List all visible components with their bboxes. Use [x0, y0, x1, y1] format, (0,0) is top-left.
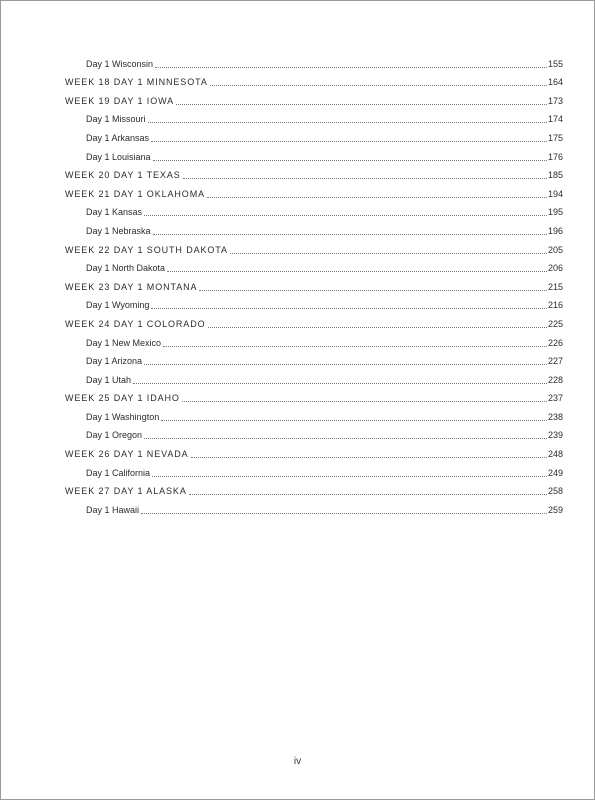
toc-week-entry: [65, 274, 563, 293]
toc-entry-label: WEEK 20 DAY 1 TEXAS: [65, 170, 181, 181]
toc-entry-page-number: 238: [547, 411, 563, 422]
dot-leader: [183, 178, 547, 179]
toc-entry-label: WEEK 21 DAY 1 OKLAHOMA: [65, 188, 206, 199]
toc-day-entry: [65, 423, 563, 442]
toc-entry-label: WEEK 18 DAY 1 MINNESOTA: [65, 77, 208, 88]
toc-day-entry: [65, 107, 563, 126]
dot-leader: [153, 160, 547, 161]
toc-entry-page-number: 237: [547, 393, 563, 404]
toc-entry-label: Day 1 Arkansas: [86, 132, 150, 143]
toc-day-entry: [65, 497, 563, 516]
dot-leader: [144, 364, 547, 365]
dot-leader: [189, 494, 547, 495]
toc-entry-page-number: 248: [547, 449, 563, 460]
toc-day-entry: [65, 330, 563, 349]
toc-entry-page-number: 239: [547, 430, 563, 441]
toc-entry-page-number: 195: [547, 207, 563, 218]
dot-leader: [148, 122, 547, 123]
toc-entry-label: Day 1 Arizona: [86, 356, 143, 367]
toc-day-entry: [65, 51, 563, 70]
dot-leader: [133, 383, 547, 384]
toc-week-entry: [65, 311, 563, 330]
toc-entry-label: Day 1 Missouri: [86, 114, 146, 125]
toc-day-entry: [65, 460, 563, 479]
dot-leader: [208, 327, 547, 328]
toc-entry-page-number: 185: [547, 170, 563, 181]
toc-entry-label: WEEK 19 DAY 1 IOWA: [65, 95, 175, 106]
toc-day-entry: [65, 125, 563, 144]
toc-day-entry: [65, 218, 563, 237]
toc-entry-page-number: 196: [547, 225, 563, 236]
dot-leader: [163, 346, 547, 347]
dot-leader: [153, 234, 547, 235]
dot-leader: [199, 290, 547, 291]
toc-entry-page-number: 206: [547, 263, 563, 274]
toc-entry-page-number: 155: [547, 58, 563, 69]
toc-week-entry: [65, 70, 563, 89]
toc-entry-label: Day 1 Utah: [86, 374, 132, 385]
dot-leader: [141, 513, 547, 514]
toc-day-entry: [65, 256, 563, 275]
toc-entry-label: Day 1 New Mexico: [86, 337, 162, 348]
toc-entry-page-number: 259: [547, 504, 563, 515]
toc-entry-label: Day 1 Oregon: [86, 430, 143, 441]
toc-entry-page-number: 227: [547, 356, 563, 367]
dot-leader: [151, 141, 547, 142]
toc-week-entry: [65, 479, 563, 498]
toc-entry-label: Day 1 Washington: [86, 411, 160, 422]
toc-entry-label: Day 1 Nebraska: [86, 225, 151, 236]
toc-day-entry: [65, 349, 563, 368]
dot-leader: [182, 401, 547, 402]
toc-entry-page-number: 215: [547, 281, 563, 292]
toc-week-entry: [65, 441, 563, 460]
toc-entry-page-number: 226: [547, 337, 563, 348]
toc-entry-page-number: 225: [547, 318, 563, 329]
toc-entry-label: Day 1 Hawaii: [86, 504, 140, 515]
dot-leader: [167, 271, 547, 272]
toc-entry-page-number: 164: [547, 77, 563, 88]
toc-entry-page-number: 258: [547, 486, 563, 497]
toc-week-entry: [65, 386, 563, 405]
toc-day-entry: [65, 144, 563, 163]
toc-entry-label: WEEK 23 DAY 1 MONTANA: [65, 281, 198, 292]
toc-entry-label: WEEK 25 DAY 1 IDAHO: [65, 393, 180, 404]
dot-leader: [230, 253, 547, 254]
toc-entry-label: Day 1 Louisiana: [86, 151, 151, 162]
toc-entry-page-number: 194: [547, 188, 563, 199]
toc-entry-label: WEEK 24 DAY 1 COLORADO: [65, 318, 206, 329]
toc-entry-page-number: 176: [547, 151, 563, 162]
toc-entry-page-number: 249: [547, 467, 563, 478]
toc-entry-label: WEEK 27 DAY 1 ALASKA: [65, 486, 187, 497]
toc-day-entry: [65, 367, 563, 386]
page-number: iv: [293, 756, 302, 767]
dot-leader: [207, 197, 547, 198]
toc-day-entry: [65, 293, 563, 312]
toc-entry-label: Day 1 North Dakota: [86, 263, 166, 274]
dot-leader: [176, 104, 547, 105]
dot-leader: [191, 457, 547, 458]
dot-leader: [151, 308, 547, 309]
toc-entry-label: WEEK 26 DAY 1 NEVADA: [65, 449, 189, 460]
toc-week-entry: [65, 88, 563, 107]
dot-leader: [152, 476, 547, 477]
dot-leader: [144, 438, 547, 439]
toc-entry-label: Day 1 California: [86, 467, 151, 478]
dot-leader: [155, 67, 547, 68]
toc-day-entry: [65, 404, 563, 423]
toc-entry-label: WEEK 22 DAY 1 SOUTH DAKOTA: [65, 244, 228, 255]
toc-entry-label: Day 1 Wyoming: [86, 300, 150, 311]
toc-entry-page-number: 174: [547, 114, 563, 125]
toc-week-entry: [65, 163, 563, 182]
toc-week-entry: [65, 181, 563, 200]
toc-entry-page-number: 175: [547, 132, 563, 143]
toc-entry-label: Day 1 Wisconsin: [86, 58, 154, 69]
toc-entry-page-number: 173: [547, 95, 563, 106]
toc-entry-page-number: 205: [547, 244, 563, 255]
toc-entry-label: Day 1 Kansas: [86, 207, 143, 218]
toc-day-entry: [65, 200, 563, 219]
table-of-contents: [65, 51, 563, 516]
dot-leader: [210, 85, 547, 86]
toc-entry-page-number: 228: [547, 374, 563, 385]
dot-leader: [161, 420, 547, 421]
toc-week-entry: [65, 237, 563, 256]
dot-leader: [144, 215, 547, 216]
toc-entry-page-number: 216: [547, 300, 563, 311]
